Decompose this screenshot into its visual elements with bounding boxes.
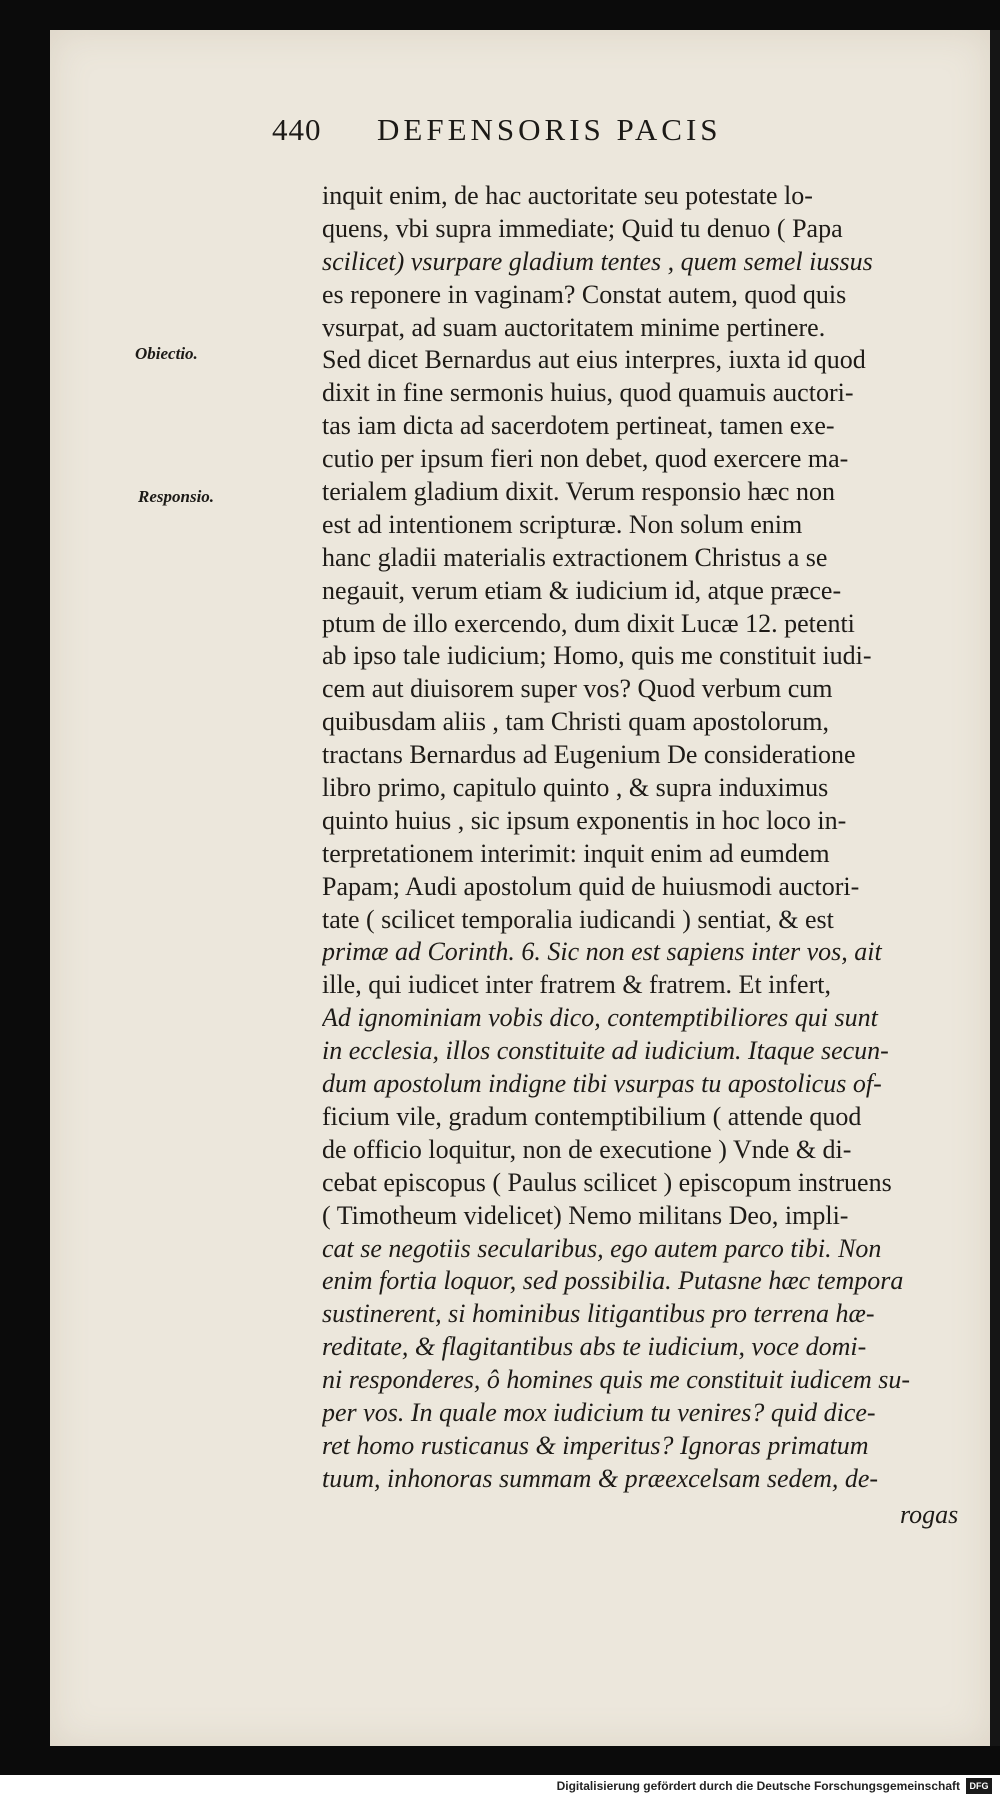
- text-line: quinto huius , sic ipsum exponentis in hoc loco in-: [322, 805, 847, 835]
- text-line: hanc gladii materialis extractionem Christus a se: [322, 542, 828, 572]
- running-title: DEFENSORIS PACIS: [377, 112, 722, 147]
- text-line: cem aut diuisorem super vos? Quod verbum cum: [322, 674, 833, 704]
- text-line: ni responderes, ô homines quis me constituit iudicem su-: [322, 1365, 911, 1395]
- text-line: dixit in fine sermonis huius, quod quamuis auctori-: [322, 378, 854, 408]
- text-line: cutio per ipsum fieri non debet, quod exercere ma-: [322, 444, 849, 474]
- text-line: ( Timotheum videlicet) Nemo militans Deo, impli-: [322, 1200, 849, 1230]
- text-line: de officio loquitur, non de executione ) Vnde & di-: [322, 1134, 852, 1164]
- text-line: Papam; Audi apostolum quid de huiusmodi auctori-: [322, 871, 860, 901]
- text-line: terpretationem interimit: inquit enim ad eumdem: [322, 838, 830, 868]
- text-line: tas iam dicta ad sacerdotem pertineat, tamen exe-: [322, 411, 835, 441]
- text-line: ptum de illo exercendo, dum dixit Lucæ 12. petenti: [322, 608, 855, 638]
- text-line: ret homo rusticanus & imperitus? Ignoras primatum: [322, 1430, 869, 1460]
- text-line: Ad ignominiam vobis dico, contemptibiliores qui sunt: [322, 1003, 878, 1033]
- text-line: ab ipso tale iudicium; Homo, quis me constituit iudi-: [322, 641, 872, 671]
- text-line: tractans Bernardus ad Eugenium De consideratione: [322, 740, 856, 770]
- text-line: cat se negotiis secularibus, ego autem parco tibi. Non: [322, 1233, 882, 1263]
- page-number: 440: [272, 112, 322, 147]
- text-line: quibusdam aliis , tam Christi quam apostolorum,: [322, 707, 829, 737]
- text-line: dum apostolum indigne tibi vsurpas tu apostolicus of-: [322, 1069, 882, 1099]
- text-line: tate ( scilicet temporalia iudicandi ) sentiat, & est: [322, 904, 834, 934]
- text-line: reditate, & flagitantibus abs te iudicium, voce domi-: [322, 1332, 867, 1362]
- catchword: rogas: [900, 1500, 959, 1529]
- text-line: tuum, inhonoras summam & præexcelsam sedem, de-: [322, 1463, 879, 1493]
- page-edge: [990, 30, 1000, 1746]
- text-line: inquit enim, de hac auctoritate seu potestate lo-: [322, 181, 813, 210]
- running-head: [272, 112, 872, 162]
- text-line: vsurpat, ad suam auctoritatem minime pertinere.: [322, 312, 826, 342]
- text-line: quens, vbi supra immediate; Quid tu denuo ( Papa: [322, 213, 843, 243]
- text-line: cebat episcopus ( Paulus scilicet ) episcopum instruens: [322, 1167, 892, 1197]
- text-line: es reponere in vaginam? Constat autem, quod quis: [322, 279, 847, 309]
- text-line: Sed dicet Bernardus aut eius interpres, iuxta id quod: [322, 345, 866, 375]
- dfg-logo: DFG: [966, 1778, 992, 1794]
- text-line: enim fortia loquor, sed possibilia. Putasne hæc tempora: [322, 1266, 904, 1296]
- text-line: primæ ad Corinth. 6. Sic non est sapiens inter vos, ait: [322, 937, 882, 967]
- text-line: ille, qui iudicet inter fratrem & fratrem. Et infert,: [322, 970, 831, 1000]
- text-line: in ecclesia, illos constituite ad iudicium. Itaque secun-: [322, 1036, 889, 1066]
- funding-notice: Digitalisierung gefördert durch die Deutsche Forschungsgemeinschaft: [556, 1779, 960, 1793]
- text-line: ficium vile, gradum contemptibilium ( attende quod: [322, 1101, 862, 1131]
- text-line: libro primo, capitulo quinto , & supra induximus: [322, 773, 829, 803]
- text-line: scilicet) vsurpare gladium tentes , quem semel iussus: [322, 246, 873, 276]
- text-line: sustinerent, si hominibus litigantibus pro terrena hæ-: [322, 1299, 875, 1329]
- text-line: terialem gladium dixit. Verum responsio hæc non: [322, 477, 835, 507]
- margin-note-responsio: Responsio.: [138, 487, 215, 506]
- text-line: est ad intentionem scripturæ. Non solum enim: [322, 509, 803, 539]
- footer-bar: [0, 1775, 1000, 1800]
- text-line: per vos. In quale mox iudicium tu venires? quid dice-: [322, 1397, 876, 1427]
- margin-note-obiectio: Obiectio.: [135, 344, 198, 363]
- text-line: negauit, verum etiam & iudicium id, atque præce-: [322, 575, 842, 605]
- body-text: [322, 180, 962, 1496]
